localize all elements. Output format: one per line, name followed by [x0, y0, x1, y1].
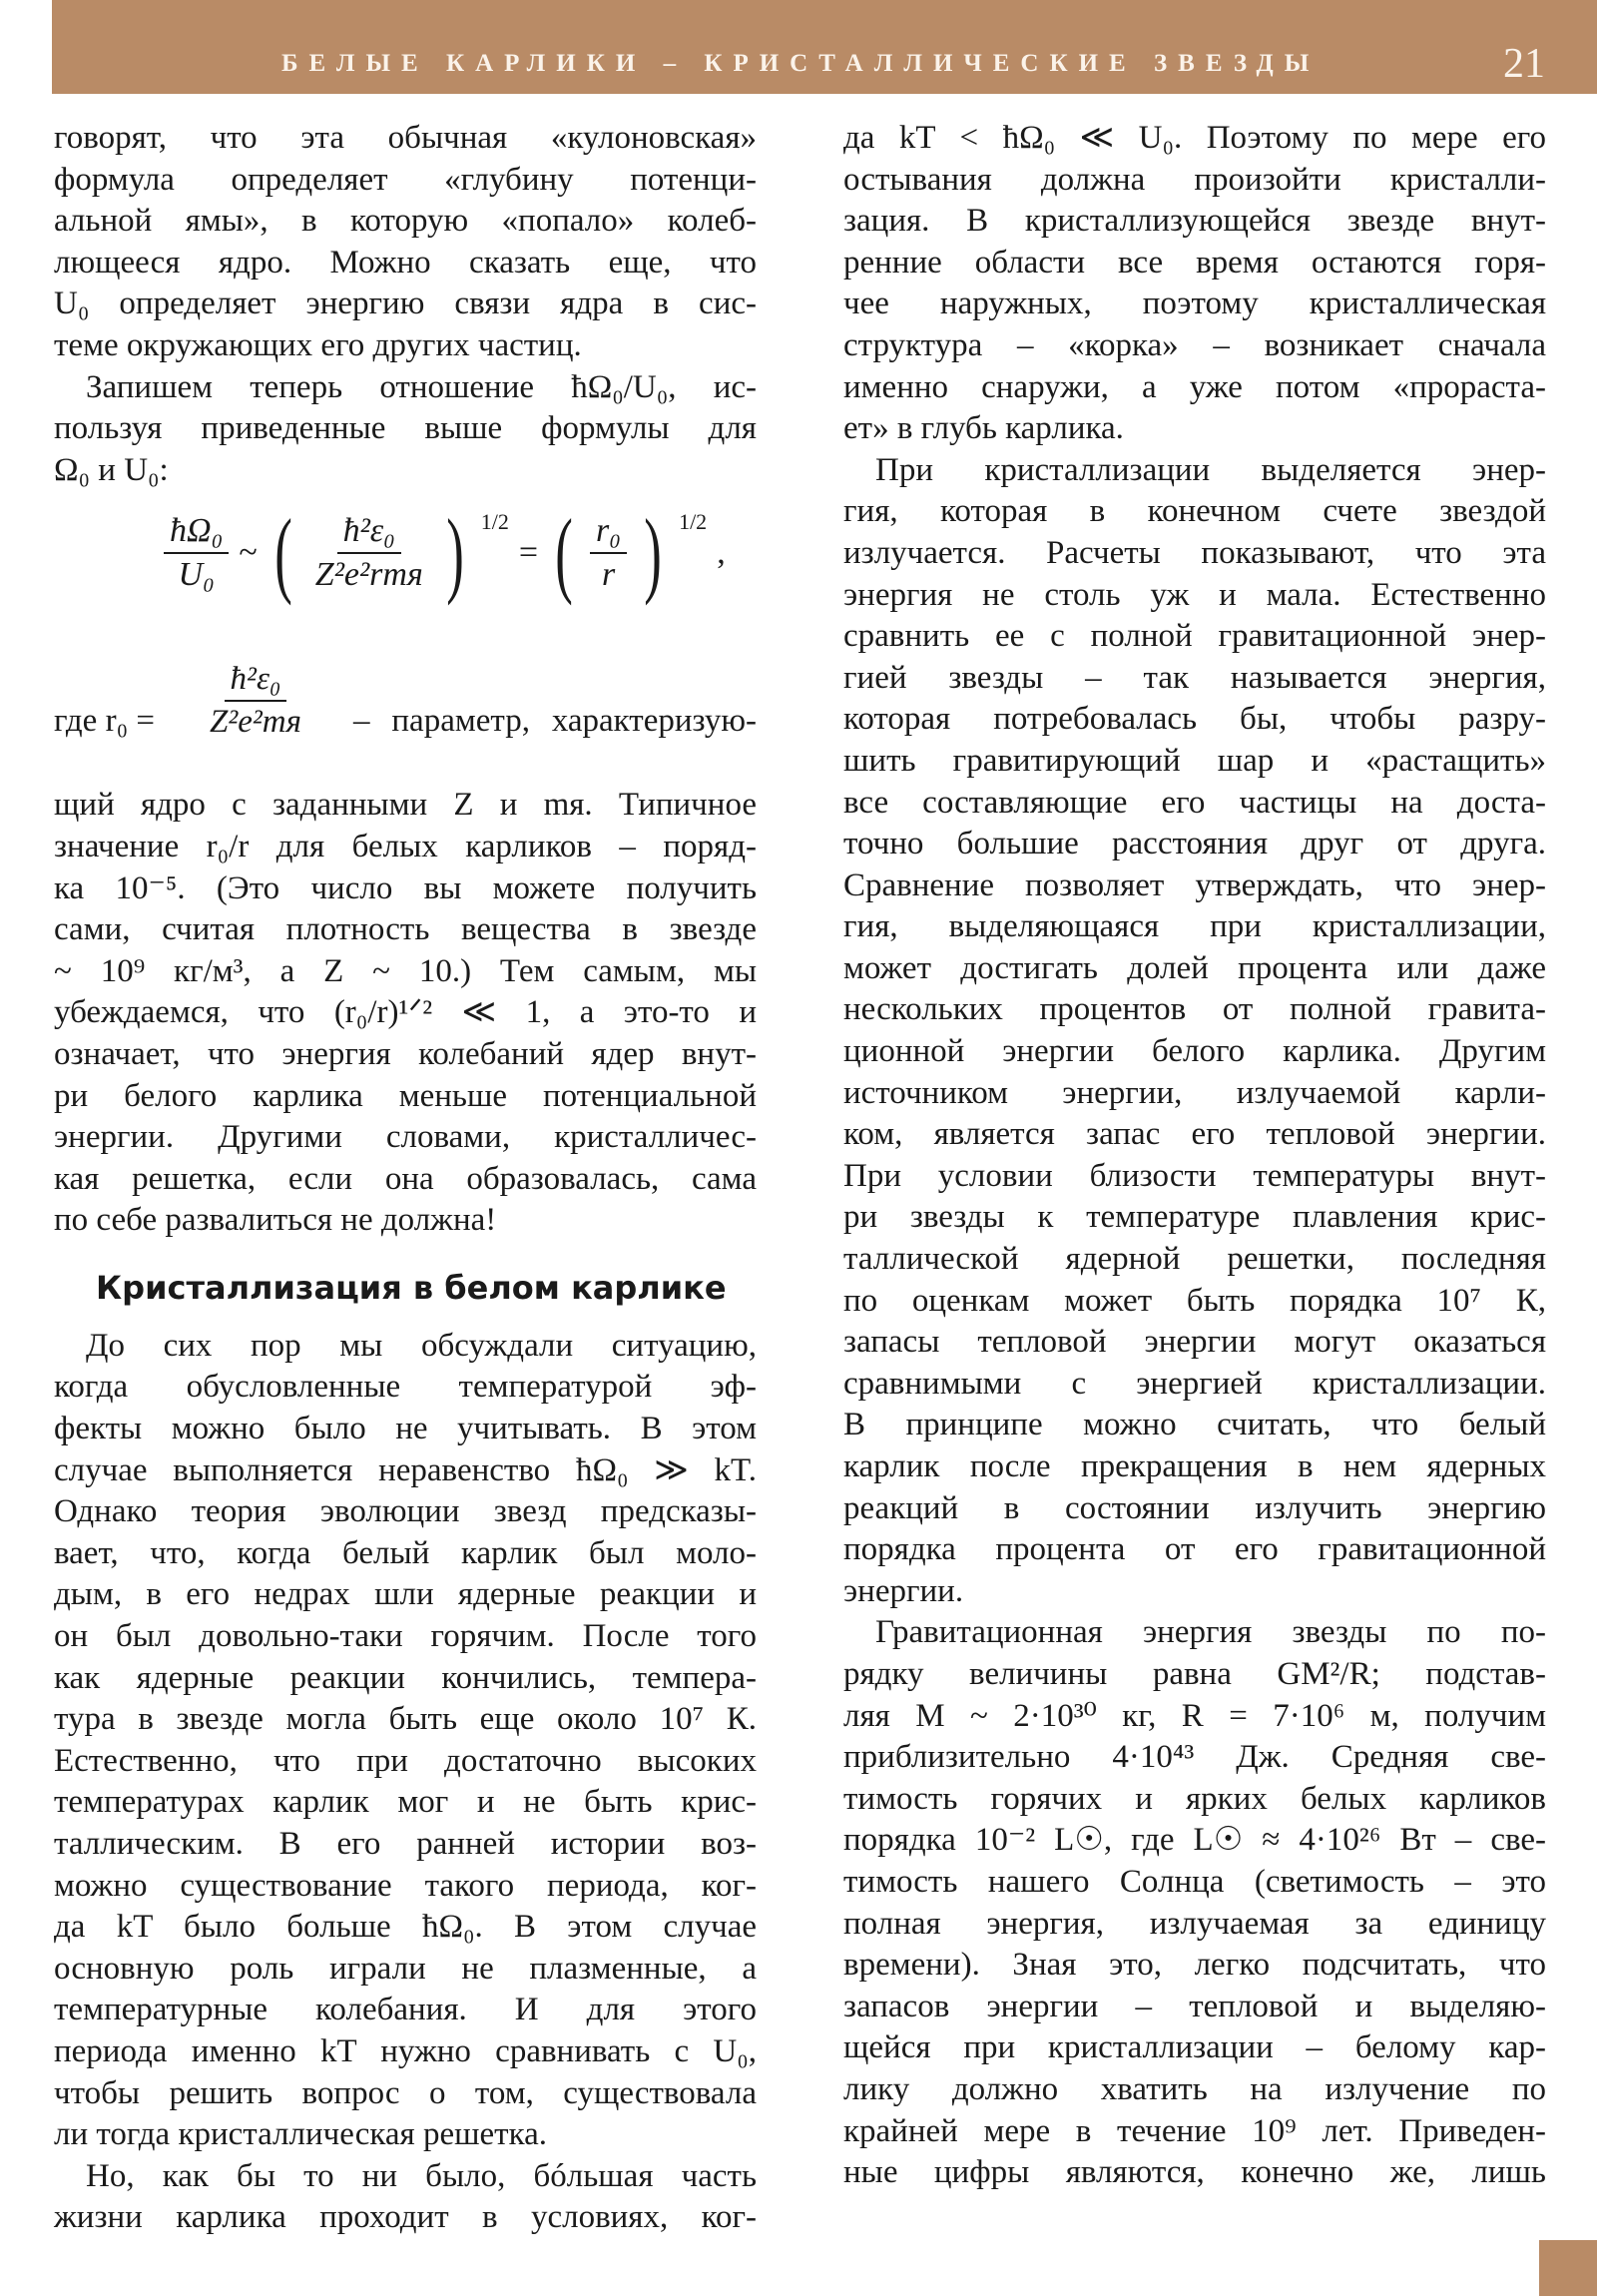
running-title: БЕЛЫЕ КАРЛИКИ – КРИСТАЛЛИЧЕСКИЕ ЗВЕЗДЫ	[281, 50, 1321, 77]
text-line: дым, в его недрах шли ядерные реакции и	[54, 1576, 757, 1613]
text-line: ри звезды к температуре плавления крис-	[843, 1199, 1546, 1236]
text-line: жизни карлика проходит в условиях, ког-	[54, 2199, 757, 2236]
text-line: сами, считая плотность вещества в звезде	[54, 911, 757, 948]
text-line: U₀ определяет энергию связи ядра в сис-	[54, 286, 757, 322]
operator: =	[518, 534, 539, 572]
text-line: вает, что, когда белый карлик был моло-	[54, 1534, 757, 1571]
text-line: карлик после прекращения в нем ядерных	[843, 1448, 1546, 1484]
numerator: ħΩ₀	[164, 512, 229, 554]
paragraph	[843, 450, 1546, 1613]
text-line: точно большие расстояния друг от друга.	[843, 826, 1546, 862]
fraction	[164, 512, 229, 594]
text-line: шить гравитирующий шар и «растащить»	[843, 742, 1546, 779]
text-line: приблизительно 4·10⁴³ Дж. Средняя све-	[843, 1739, 1546, 1776]
text-line: запасы тепловой энергии могут оказаться	[843, 1324, 1546, 1361]
section-heading: Кристаллизация в белом карлике	[96, 1268, 727, 1307]
text-line: значение r₀/r для белых карликов – поряд-	[54, 828, 757, 864]
formula-ratio	[54, 491, 757, 661]
text-line: основную роль играли не плазменные, а	[54, 1950, 757, 1987]
numerator: ħ²ε₀	[225, 661, 287, 702]
paragraph	[843, 1612, 1546, 2193]
text-line: чее наружных, поэтому кристаллическая	[843, 286, 1546, 322]
text-line: гия, выделяющаяся при кристаллизации,	[843, 908, 1546, 945]
text-line: нескольких процентов от полной гравита-	[843, 991, 1546, 1028]
text-line: по оценкам может быть порядка 10⁷ К,	[843, 1282, 1546, 1319]
text-line: пользуя приведенные выше формулы для	[54, 410, 757, 447]
text-line: тимость нашего Солнца (светимость – это	[843, 1863, 1546, 1900]
denominator: Z²e²mя	[210, 704, 301, 741]
text-line: ционной энергии белого карлика. Другим	[843, 1033, 1546, 1070]
formula-r0-definition	[54, 661, 757, 785]
text-line: чтобы решить вопрос о том, существовала	[54, 2074, 757, 2111]
text-line: гия, которая в конечном счете звездой	[843, 493, 1546, 530]
text-line: таллической ядерной решетки, последняя	[843, 1241, 1546, 1278]
text-line: сравнить ее с полной гравитационной энер-	[843, 618, 1546, 655]
text-line: ком, является запас его тепловой энергии.	[843, 1116, 1546, 1153]
text-line: ~ 10⁹ кг/м³, а Z ~ 10.) Тем самым, мы	[54, 952, 757, 989]
text-line: фекты можно было не учитывать. В этом	[54, 1411, 757, 1447]
text-line: ри белого карлика меньше потенциальной	[54, 1077, 757, 1114]
text-line: щейся при кристаллизации – белому кар-	[843, 2029, 1546, 2066]
text-line: ли тогда кристаллическая решетка.	[54, 2116, 548, 2153]
text-line: может достигать долей процента или даже	[843, 949, 1546, 986]
text-line: именно снаружи, а уже потом «прораста-	[843, 368, 1546, 405]
right-column	[843, 118, 1546, 2194]
text-line: температурах карлик мог и не быть крис-	[54, 1784, 757, 1821]
denominator: r	[601, 556, 616, 594]
text-line: когда обусловленные температурой эф-	[54, 1369, 757, 1406]
punctuation: ,	[717, 534, 726, 572]
text-line: энергии.	[843, 1572, 964, 1609]
text-line: крайней мере в течение 10⁹ лет. Приведен-	[843, 2112, 1546, 2149]
paragraph	[54, 785, 757, 1242]
text-line: убеждаемся, что (r₀/r)¹ᐟ² ≪ 1, а это-то и	[54, 994, 757, 1031]
formula-prefix: где r₀ =	[54, 703, 155, 740]
exponent: 1/2	[480, 509, 509, 535]
text-line: кая решетка, если она образовалась, сама	[54, 1160, 757, 1197]
text-line: источником энергии, излучаемой карли-	[843, 1074, 1546, 1111]
right-paren: )	[445, 499, 464, 607]
text-line: остывания должна произойти кристалли-	[843, 161, 1546, 198]
left-paren: (	[274, 499, 292, 607]
fraction	[204, 661, 307, 741]
text-line: энергии. Другими словами, кристалличес-	[54, 1119, 757, 1156]
exponent: 1/2	[679, 509, 708, 535]
paragraph	[54, 2156, 757, 2239]
left-column	[54, 118, 757, 2239]
text-line: полная энергия, излучаемая за единицу	[843, 1905, 1546, 1942]
denominator: Z²e²rmя	[314, 556, 423, 594]
text-line: ляя M ~ 2·10³⁰ кг, R = 7·10⁶ м, получим	[843, 1697, 1546, 1734]
left-paren: (	[555, 499, 573, 607]
text-line: рядку величины равна GM²/R; подстав-	[843, 1655, 1546, 1692]
text-line: случае выполняется неравенство ħΩ₀ ≫ kT.	[54, 1451, 757, 1488]
text-line: зация. В кристаллизующейся звезде внут-	[843, 203, 1546, 240]
page-number: 21	[1503, 41, 1545, 87]
text-line: В принципе можно считать, что белый	[843, 1407, 1546, 1443]
text-line: тимость горячих и ярких белых карликов	[843, 1780, 1546, 1817]
text-line: можно существование такого периода, ког-	[54, 1867, 757, 1904]
paragraph	[54, 118, 757, 367]
fraction	[590, 512, 627, 594]
text-line: Гравитационная энергия звезды по по-	[875, 1614, 1546, 1651]
text-line: ет» в глубь карлика.	[843, 410, 1124, 447]
text-line: При кристаллизации выделяется энер-	[875, 451, 1546, 488]
text-line: да kT < ħΩ₀ ≪ U₀. Поэтому по мере его	[843, 120, 1546, 156]
text-line: времени). Зная это, легко подсчитать, что	[843, 1947, 1546, 1984]
numerator: r₀	[590, 512, 627, 554]
text-line: да kT было больше ħΩ₀. В этом случае	[54, 1909, 757, 1946]
text-line: ные цифры являются, конечно же, лишь	[843, 2154, 1546, 2191]
text-line: запасов энергии – тепловой и выделяю-	[843, 1988, 1546, 2024]
right-paren: )	[644, 499, 662, 607]
denominator: U₀	[178, 556, 215, 594]
text-line: ренние области все время остаются горя-	[843, 244, 1546, 281]
text-line: теме окружающих его других частиц.	[54, 326, 582, 363]
text-line: говорят, что эта обычная «кулоновская»	[54, 120, 757, 156]
text-line: порядка 10⁻² L☉, где L☉ ≈ 4·10²⁶ Вт – све-	[843, 1822, 1546, 1859]
text-line: Запишем теперь отношение ħΩ₀/U₀, ис-	[86, 368, 757, 405]
text-line: альной ямы», в которую «попало» колеб-	[54, 203, 757, 240]
text-line: формула определяет «глубину потенци-	[54, 161, 757, 198]
text-line: Сравнение позволяет утверждать, что энер-	[843, 866, 1546, 903]
operator: ~	[239, 534, 258, 572]
text-line: порядка процента от его гравитационной	[843, 1531, 1546, 1568]
text-line: гией звезды – так называется энергия,	[843, 659, 1546, 696]
page-corner-tab	[1539, 2240, 1597, 2296]
text-line: по себе развалиться не должна!	[54, 1202, 497, 1239]
text-line: ка 10⁻⁵. (Это число вы можете получить	[54, 869, 757, 906]
text-line: лющееся ядро. Можно сказать еще, что	[54, 244, 757, 281]
text-line: периода именно kT нужно сравнивать с U₀,	[54, 2032, 757, 2069]
text-line: Но, как бы то ни было, бóльшая часть	[86, 2157, 757, 2194]
text-line: которая потребовалась бы, чтобы разру-	[843, 701, 1546, 738]
numerator: ħ²ε₀	[337, 512, 401, 554]
running-header-band	[52, 0, 1597, 94]
text-line: Естественно, что при достаточно высоких	[54, 1742, 757, 1779]
formula-suffix: – параметр, характеризую-	[353, 703, 757, 740]
text-line: он был довольно-таки горячим. После того	[54, 1618, 757, 1655]
text-line: температурные колебания. И для этого	[54, 1992, 757, 2028]
paragraph	[54, 367, 757, 492]
text-line: реакций в состоянии излучить энергию	[843, 1489, 1546, 1526]
text-line: энергия не столь уж и мала. Естественно	[843, 576, 1546, 613]
paragraph	[843, 118, 1546, 450]
text-line: щий ядро с заданными Z и mя. Типичное	[54, 787, 757, 824]
text-line: все составляющие его частицы на доста-	[843, 784, 1546, 821]
text-line: структура – «корка» – возникает сначала	[843, 326, 1546, 363]
text-line: означает, что энергия колебаний ядер внут-	[54, 1035, 757, 1072]
fraction	[309, 512, 429, 594]
text-line: как ядерные реакции кончились, темпера-	[54, 1659, 757, 1696]
text-line: При условии близости температуры внут-	[843, 1157, 1546, 1194]
text-line: сравнимыми с энергией кристаллизации.	[843, 1365, 1546, 1402]
text-line: таллическим. В его ранней истории воз-	[54, 1826, 757, 1862]
text-line: тура в звезде могла быть еще около 10⁷ К.	[54, 1701, 757, 1738]
text-line: Однако теория эволюции звезд предсказы-	[54, 1493, 757, 1530]
text-line: лику должно хватить на излучение по	[843, 2070, 1546, 2107]
text-line: Ω₀ и U₀:	[54, 451, 169, 488]
text-line: излучается. Расчеты показывают, что эта	[843, 534, 1546, 571]
paragraph	[54, 1326, 757, 2156]
text-line: До сих пор мы обсуждали ситуацию,	[86, 1327, 757, 1364]
